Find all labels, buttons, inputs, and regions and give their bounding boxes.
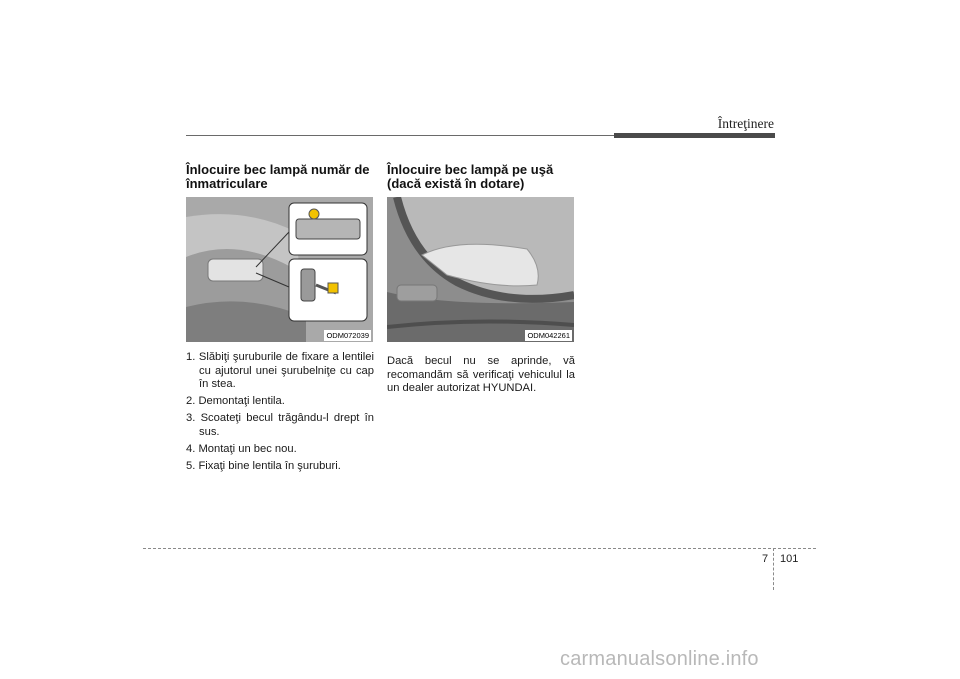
license-plate-lamp-illustration	[186, 197, 373, 342]
header-rule	[186, 135, 614, 136]
footer-page-number: 101	[780, 553, 799, 565]
list-item: 5. Fixaţi bine lentila în şuruburi.	[186, 460, 341, 473]
list-item: 4. Montaţi un bec nou.	[186, 443, 297, 456]
door-lamp-figure	[387, 197, 574, 342]
license-plate-lamp-figure	[186, 197, 373, 342]
section-heading: Înlocuire bec lampă număr de înmatriculare	[186, 162, 370, 191]
door-lamp-illustration	[387, 197, 574, 342]
list-item: 3. Scoateţi becul trăgându-l drept în sus.	[186, 412, 374, 438]
info-paragraph: Dacă becul nu se aprinde, vă recomandăm să verificaţi vehiculul la un dealer autorizat HYUNDAI.	[387, 355, 575, 395]
watermark: carmanualsonline.info	[560, 648, 759, 670]
section-heading: Înlocuire bec lampă pe uşă (dacă există în dotare)	[387, 162, 554, 191]
figure-label: ODM072039	[326, 331, 369, 340]
footer-divider	[773, 548, 774, 590]
steps-list	[186, 351, 374, 474]
license-plate-lamp-section	[186, 163, 374, 477]
header-bar	[614, 133, 775, 138]
header-title: Întreţinere	[717, 116, 774, 131]
list-item: 2. Demontaţi lentila.	[186, 395, 285, 408]
footer-rule	[143, 548, 816, 549]
door-lamp-section	[387, 163, 575, 396]
list-item: 1. Slăbiţi şuruburile de fixare a lentilei cu ajutorul unei şurubelniţe cu cap în stea.	[186, 351, 374, 391]
footer-section-number: 7	[762, 553, 769, 565]
figure-label: ODM042261	[527, 331, 570, 340]
